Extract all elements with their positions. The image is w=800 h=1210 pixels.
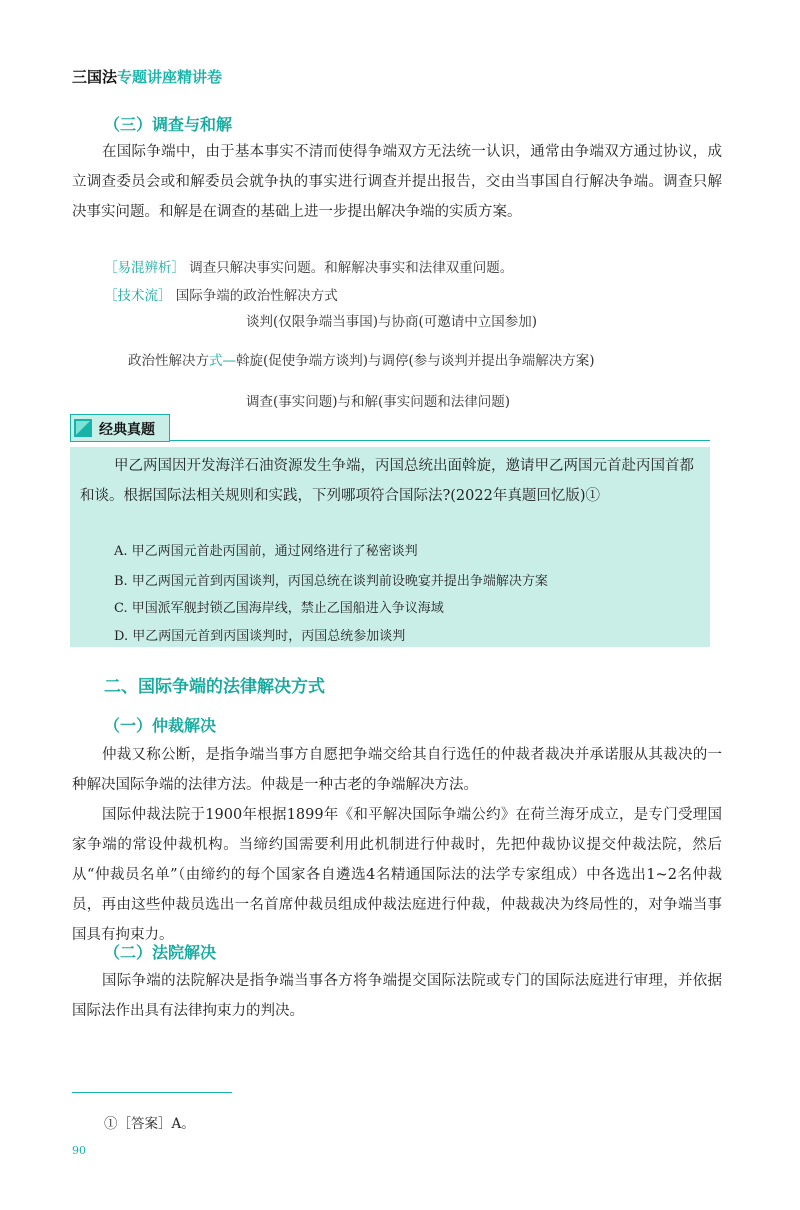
note-confusion-text: 调查只解决事实问题。和解解决事实和法律双重问题。 <box>189 260 514 276</box>
diagram-root-connector: 式— <box>209 353 236 369</box>
exam-option-d: D. 甲乙两国元首到丙国谈判时，丙国总统参加谈判 <box>114 629 406 644</box>
header-series: 专题讲座精讲卷 <box>117 68 223 86</box>
court-paragraph: 国际争端的法院解决是指争端当事各方将争端提交国际法院或专门的国际法庭进行审理，并依据国际法作出具有法律拘束力的判决。 <box>72 973 722 1019</box>
exam-heading: 经典真题 <box>99 422 155 438</box>
exam-heading-box <box>70 414 170 442</box>
part-title-legal-settlement: 二、国际争端的法律解决方式 <box>104 677 325 697</box>
diagram-line-political <box>128 349 595 369</box>
page-number: 90 <box>72 1144 86 1157</box>
header-subject: 三国法 <box>72 68 118 86</box>
note-technique-text: 国际争端的政治性解决方式 <box>175 288 338 304</box>
running-header <box>72 66 222 87</box>
arbitration-paragraph-2: 国际仲裁法院于1900年根据1899年《和平解决国际争端公约》在荷兰海牙成立，是专门受理国家争端的常设仲裁机构。当缔约国需要利用此机制进行仲裁时，先把仲裁协议提交仲裁法院，然后从“仲裁员名单”（由缔约的每个国家各自遴选4名精通国际法的法学专家组成）中各选出1~2名仲裁员，再由这些仲裁员选出一名首席仲裁员组成仲裁法庭进行仲裁，仲裁裁决为终局性的，对争端当事国具有拘束力。 <box>72 807 722 943</box>
exam-option-a: A. 甲乙两国元首赴丙国前，通过网络进行了秘密谈判 <box>114 544 418 559</box>
exam-option-c: C. 甲国派军舰封锁乙国海岸线，禁止乙国船进入争议海域 <box>114 601 444 616</box>
footnote: ①［答案］A。 <box>104 1116 195 1132</box>
exam-option-b: B. 甲乙两国元首到丙国谈判，丙国总统在谈判前设晚宴并提出争端解决方案 <box>114 574 548 589</box>
note-confusion-tag: ［易混辨析］ <box>104 260 185 276</box>
footnote-divider <box>72 1092 232 1093</box>
section-body-investigation: 在国际争端中，由于基本事实不清而使得争端双方无法统一认识，通常由争端双方通过协议，成立调查委员会或和解委员会就争执的事实进行调查并提出报告，交由当事国自行解决争端。调查只解决事实问题。和解是在调查的基础上进一步提出解决争端的实质方案。 <box>72 144 722 220</box>
diagram-line-negotiation: 谈判(仅限争端当事国)与协商(可邀请中立国参加) <box>246 314 538 330</box>
exam-stem: 甲乙两国因开发海洋石油资源发生争端，丙国总统出面斡旋，邀请甲乙两国元首赴丙国首都和谈。根据国际法相关规则和实践，下列哪项符合国际法?(2022年真题回忆版)① <box>80 458 694 504</box>
exam-corner-icon <box>74 419 92 437</box>
section-title-court: （二）法院解决 <box>104 943 217 962</box>
note-confusion <box>104 256 513 276</box>
exam-question-box <box>70 447 710 647</box>
note-technique-tag: ［技术流］ <box>104 288 172 304</box>
note-technique <box>104 284 338 304</box>
arbitration-paragraph-1: 仲裁又称公断，是指争端当事方自愿把争端交给其自行选任的仲裁者裁决并承诺服从其裁决的一种解决国际争端的法律方法。仲裁是一种古老的争端解决方法。 <box>72 747 722 793</box>
section-title-investigation: （三）调查与和解 <box>104 115 233 134</box>
diagram-line-good-offices: 斡旋(促使争端方谈判)与调停(参与谈判并提出争端解决方案) <box>236 353 595 369</box>
diagram-root-label: 政治性解决方 <box>128 353 209 369</box>
exam-divider <box>170 440 710 441</box>
section-title-arbitration: （一）仲裁解决 <box>104 716 217 735</box>
diagram-line-investigation: 调查(事实问题)与和解(事实问题和法律问题) <box>246 394 511 410</box>
